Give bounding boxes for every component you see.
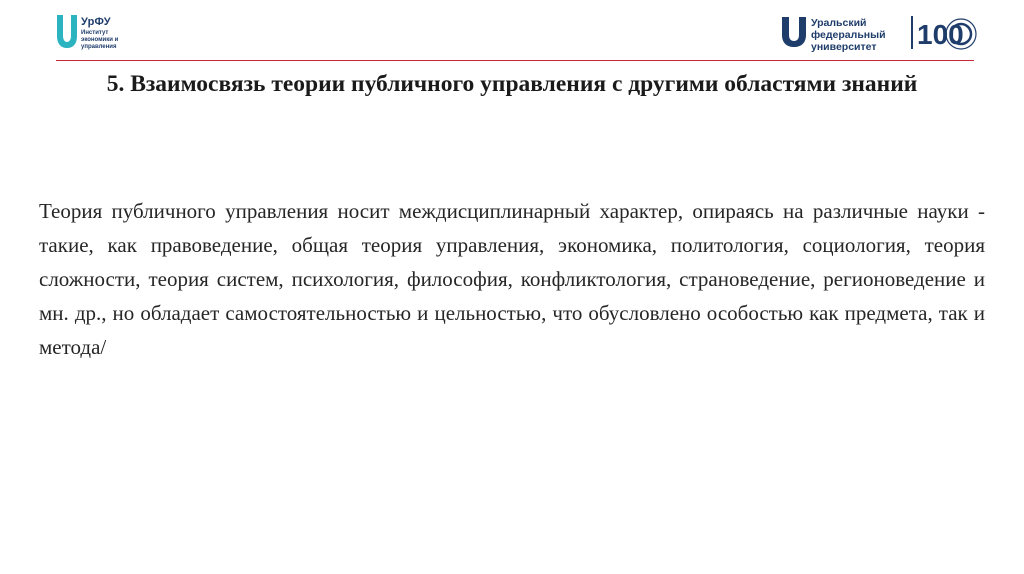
slide-title: 5. Взаимосвязь теории публичного управления с другими областями знаний: [106, 71, 918, 97]
university-name: Уральский федеральный университет: [811, 17, 886, 53]
urfu-u-icon: [781, 16, 807, 48]
anniversary-number: 100: [917, 19, 964, 50]
logo-divider: [911, 16, 913, 49]
header-divider: [56, 60, 974, 61]
urfu-institute-logo: [56, 14, 176, 56]
anniversary-100-icon: [915, 14, 981, 54]
urfu-u-icon: [56, 14, 78, 50]
slide-body-text: Теория публичного управления носит междисциплинарный характер, опираясь на различные науки - такие, как правоведение, общая теория управления, экономика, политология, социология, теория сложности, теория систем, психология, философия, конфликтология, страноведение, регионоведение и мн. др., но обладает самостоятельностью и цельностью, что обусловлено особостью как предмета, так и метода/: [39, 199, 985, 359]
institute-name: Институт экономики и управления: [81, 30, 119, 50]
urfu-university-logo: [781, 14, 981, 58]
brand-name: УрФУ: [81, 16, 111, 28]
